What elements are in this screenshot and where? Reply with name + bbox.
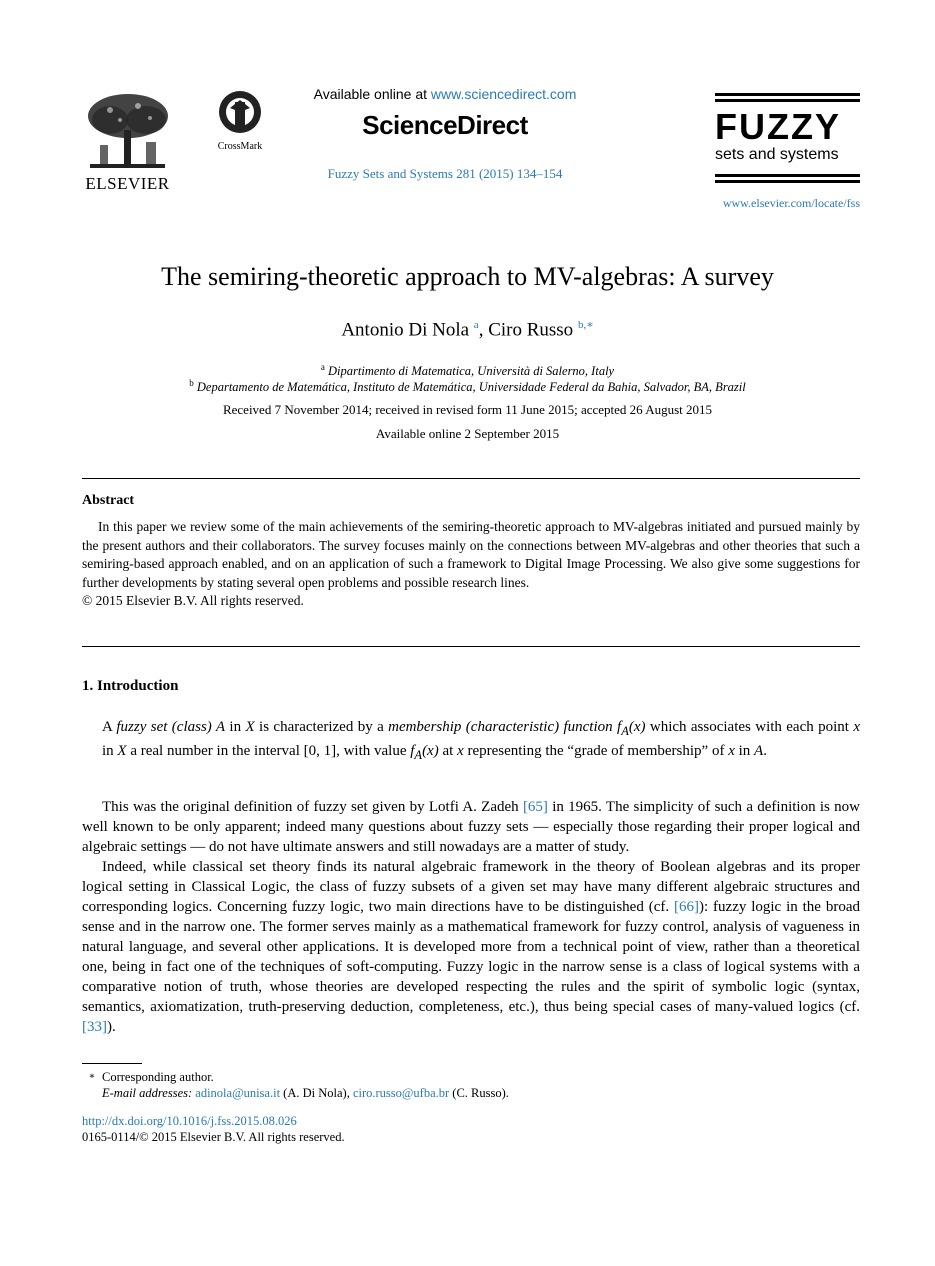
- available-online-line: [290, 86, 600, 102]
- text: at: [438, 743, 458, 759]
- math: x: [457, 743, 464, 759]
- footnotes: [82, 1069, 860, 1145]
- math: X: [245, 719, 255, 735]
- section-heading: 1. Introduction: [82, 678, 179, 694]
- divider: [82, 646, 860, 647]
- author-list: [0, 318, 935, 341]
- crossmark-badge[interactable]: [211, 90, 269, 152]
- author-name: Antonio Di Nola: [341, 319, 470, 341]
- email-link[interactable]: ciro.russo@ufba.br: [352, 1086, 450, 1100]
- sciencedirect-link[interactable]: www.sciencedirect.com: [430, 86, 577, 102]
- math: X: [117, 743, 127, 759]
- footnote-text: Corresponding author.: [102, 1070, 214, 1084]
- issn-line: 0165-0114/© 2015 Elsevier B.V. All rights reserved.: [82, 1130, 345, 1144]
- math: x: [728, 743, 735, 759]
- paragraph: [82, 857, 860, 1037]
- footnote-corresponding: [82, 1069, 860, 1085]
- journal-url-link[interactable]: www.elsevier.com/locate/fss: [722, 196, 860, 210]
- article-title: The semiring-theoretic approach to MV-algebras: A survey: [161, 262, 774, 291]
- abstract-copyright: © 2015 Elsevier B.V. All rights reserved.: [82, 593, 304, 608]
- footnote-rule: [82, 1063, 142, 1064]
- abstract-body: [82, 518, 860, 592]
- email-label: E-mail addresses:: [102, 1086, 193, 1100]
- abstract-text: In this paper we review some of the main achievements of the semiring-theoretic approach to MV-algebras initiated and pursued mainly by the present authors and their collaborators. The survey focuses mainly on the connections between MV-algebras and other theories that such a semiring-based approach enabled, and on an application of such a framework to Digital Image Processing. We also give some suggestions for further developments by stating several open problems and possible research lines.: [82, 519, 860, 590]
- text: which associates with each point: [645, 719, 854, 735]
- affiliation-label: b: [189, 378, 194, 388]
- logo-bar: [715, 99, 860, 102]
- journal-reference-link[interactable]: Fuzzy Sets and Systems 281 (2015) 134–154: [327, 166, 563, 181]
- text: This was the original definition of fuzzy set given by Lotfi A. Zadeh: [102, 799, 523, 815]
- crossmark-icon: [218, 90, 262, 134]
- abstract-heading: Abstract: [82, 493, 135, 508]
- journal-header: [290, 86, 600, 182]
- doi-link[interactable]: http://dx.doi.org/10.1016/j.fss.2015.08.026: [82, 1114, 297, 1128]
- available-online-date: Available online 2 September 2015: [375, 426, 560, 441]
- logo-bar: [715, 93, 860, 96]
- math: f: [410, 743, 415, 759]
- email-owner: (A. Di Nola),: [280, 1086, 353, 1100]
- text: Indeed, while classical set theory finds its natural algebraic framework in the theory of Boolean algebras and its proper logical setting in Classical Logic, the class of fuzzy subsets of a given set may have many different algebraic structures and corresponding logics. Concerning fuzzy logic, two main directions have to be distinguished (cf.: [82, 859, 860, 915]
- received-dates: Received 7 November 2014; received in revised form 11 June 2015; accepted 26 August 2015: [222, 402, 713, 417]
- text: in: [102, 743, 118, 759]
- publisher-name: ELSEVIER: [85, 174, 170, 193]
- text: A: [102, 719, 117, 735]
- term: membership (characteristic) function f: [388, 719, 622, 735]
- crossmark-label: CrossMark: [217, 141, 263, 152]
- elsevier-tree-icon: [80, 90, 175, 172]
- text: in: [225, 719, 246, 735]
- text: a real number in the interval [0, 1], with value: [126, 743, 411, 759]
- affiliation-text: Dipartimento di Matematica, Università di Salerno, Italy: [328, 364, 615, 379]
- math-subscript: A: [414, 748, 423, 762]
- citation-link[interactable]: [65]: [522, 799, 548, 815]
- text: is characterized by a: [254, 719, 389, 735]
- definition-paragraph: [102, 717, 860, 765]
- text: ).: [107, 1019, 116, 1035]
- affiliation-marker[interactable]: b,∗: [577, 319, 594, 331]
- math: A: [754, 743, 764, 759]
- affiliation-text: Departamento de Matemática, Instituto de Matemática, Universidade Federal da Bahia, Salvador, BA, Brazil: [196, 380, 746, 395]
- sciencedirect-logo: ScienceDirect: [362, 110, 528, 140]
- elsevier-logo: [80, 90, 175, 194]
- divider: [82, 478, 860, 479]
- math: (x): [628, 719, 646, 735]
- affiliation-b: [0, 378, 935, 395]
- text: .: [763, 743, 767, 759]
- paragraph: [82, 797, 860, 857]
- intro-body: [82, 797, 860, 1037]
- footnote-emails: [82, 1085, 860, 1101]
- available-prefix: Available online at: [313, 86, 431, 102]
- math-subscript: A: [621, 724, 629, 738]
- text: ): fuzzy logic in the broad sense and in the narrow one. The former serves mainly as a mathematical framework for fuzzy control, analysis of vagueness in natural language, and several other applications. It is developed more from a technical point of view, rather than a theoretical one, being in fact one of the techniques of soft-computing. Fuzzy logic in the narrow sense is a class of logical systems with a comparative notion of truth, whose theories are developed respecting the rules and the spirit of symbolic logic (syntax, semantics, axiomatization, truth-preserving deduction, completeness, etc.), thus being special cases of many-valued logics (cf.: [82, 899, 860, 1015]
- logo-bar: [715, 174, 860, 177]
- text: in 1965. The simplicity of such a definition is now well known to be only apparent; indeed many questions about fuzzy sets — especially those regarding their proper logical and algebraic settings — do not have ultimate answers and still nowadays are a matter of study.: [82, 799, 860, 855]
- math: x: [853, 719, 860, 735]
- logo-bar: [715, 180, 860, 183]
- citation-link[interactable]: [66]: [674, 899, 699, 915]
- affiliation-a: [0, 362, 935, 379]
- author-separator: ,: [478, 319, 489, 341]
- author-name: Ciro Russo: [488, 319, 574, 341]
- affiliation-marker[interactable]: a: [473, 319, 479, 331]
- journal-logo-subtitle: sets and systems: [715, 146, 839, 163]
- journal-logo: [715, 90, 860, 186]
- term: fuzzy set (class) A: [116, 719, 226, 735]
- email-owner: (C. Russo).: [449, 1086, 509, 1100]
- journal-logo-word: FUZZY: [715, 106, 841, 147]
- math: (x): [422, 743, 439, 759]
- email-link[interactable]: adinola@unisa.it: [195, 1086, 281, 1100]
- text: representing the “grade of membership” of: [463, 743, 729, 759]
- doi-line: [82, 1113, 860, 1129]
- citation-link[interactable]: [33]: [82, 1019, 107, 1035]
- text: in: [734, 743, 755, 759]
- affiliation-label: a: [320, 362, 325, 372]
- footnote-marker: ∗: [88, 1071, 96, 1082]
